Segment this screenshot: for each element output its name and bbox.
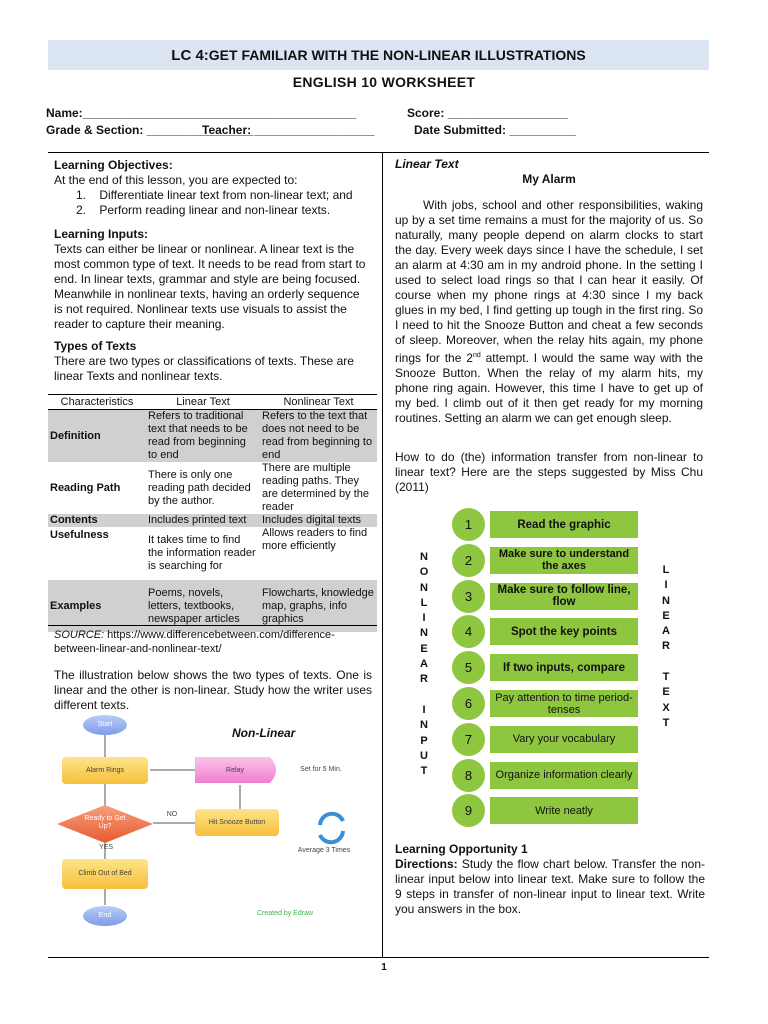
flowchart-start: Start xyxy=(97,721,113,728)
vertical-letter: A xyxy=(420,658,428,671)
objectives-section xyxy=(54,158,374,218)
date-submitted-field[interactable]: Date Submitted: __________ xyxy=(414,123,577,137)
table-row: Contents Includes printed text Includes digital texts xyxy=(48,514,377,527)
table-header: Linear Text xyxy=(146,395,260,410)
step-label: Vary your vocabulary xyxy=(490,726,638,753)
step-label: Make sure to follow line, flow xyxy=(490,583,638,610)
vertical-letter: R xyxy=(420,673,428,686)
vertical-letter: N xyxy=(420,627,428,640)
vertical-letter: A xyxy=(662,625,670,638)
inputs-section xyxy=(54,227,368,332)
table-row: Reading Path There is only one reading path decided by the author. There are multiple reading paths. They are determined by the reader xyxy=(50,462,370,513)
types-text: There are two types or classifications of texts. These are linear Texts and nonlinear texts. xyxy=(54,354,354,383)
vertical-letter: E xyxy=(662,609,670,622)
table-row: Usefulness It takes time to find the information reader is searching for Allows readers to find more efficiently xyxy=(50,527,368,572)
objectives-heading: Learning Objectives: xyxy=(54,158,173,172)
step-number: 6 xyxy=(452,687,485,720)
title-text: GET FAMILIAR WITH THE NON-LINEAR ILLUSTRATIONS xyxy=(208,47,586,63)
nonlinear-flowchart xyxy=(50,713,370,928)
step-number: 2 xyxy=(452,544,485,577)
table-header: Characteristics xyxy=(48,395,146,410)
types-section xyxy=(54,339,368,384)
source-citation xyxy=(54,628,374,656)
vertical-letter: R xyxy=(662,640,670,653)
vertical-letter: N xyxy=(420,551,428,563)
vertical-letter: I xyxy=(422,703,426,716)
step-label: Make sure to understand the axes xyxy=(490,547,638,574)
flowchart-no-label: NO xyxy=(166,811,178,818)
vertical-letter: E xyxy=(420,642,428,655)
vertical-letter xyxy=(660,655,672,670)
step-label: Read the graphic xyxy=(490,511,638,538)
inputs-text: Texts can either be linear or nonlinear. A linear text is the most common type of text. It needs to be read from start to end. In linear texts, grammar and style are being focused. Meanwhile in nonlinear texts, having an orderly sequence is not required. Nonlinear texts use visuals to assist the reader to capture their meaning. xyxy=(54,242,366,331)
directions-text: Directions: Study the flow chart below. Transfer the non-linear input below into linear text. Make sure to follow the 9 steps in transfer of non-linear input to linear text. Write you answers in the box. xyxy=(395,857,705,916)
step-item xyxy=(452,759,638,785)
table-bottom-line xyxy=(48,625,377,626)
objective-item: 2. Perform reading linear and non-linear texts. xyxy=(76,203,331,217)
opportunity-heading: Learning Opportunity 1 xyxy=(395,842,528,856)
title-prefix: LC 4: xyxy=(171,46,209,64)
objectives-list xyxy=(54,188,374,218)
page-number: 1 xyxy=(381,962,387,973)
score-field[interactable]: Score: __________________ xyxy=(407,106,568,120)
step-item xyxy=(452,544,638,573)
table-row: Definition Refers to traditional text that needs to be read from beginning to end Refers to the text that does not need to be read from beginning to end xyxy=(48,410,377,463)
step-item xyxy=(452,794,638,820)
vertical-letter xyxy=(418,688,430,703)
vertical-letter: I xyxy=(664,579,668,592)
flowchart-climb-out: Climb Out of Bed xyxy=(78,870,132,877)
step-label: Pay attention to time period-tenses xyxy=(490,690,638,717)
step-number: 3 xyxy=(452,580,485,613)
worksheet-title xyxy=(48,40,709,70)
flowchart-average: Average 3 Times xyxy=(297,847,351,854)
vertical-letter: L xyxy=(420,596,428,609)
my-alarm-story: With jobs, school and other responsibilities, waking up by a set time remains a must for the majority of us. So naturally, many people depend on alarm clocks to start the day. Every week days since I have the schedule, I set an alarm at 4:30 am in my android phone. In the setting I used to select load rings so that I can hear it easily. Of course when my phone rings at 4:30 since I my back glues in my bed, I find getting up tough in the first ring. So I need to hit the Snooze Button and cheat a few seconds of sleep. Moreover, when the relay hits again, my phone rings for the 2nd attempt. I would the same way with the Snooze Button. When the relay of my alarm hits, my phone ring again. However, this time I have to get up of my bed. I climb out of it then get ready for my morning routines. Setting an alarm we can get enough sleep. xyxy=(395,198,703,425)
vertical-letter: P xyxy=(420,734,428,747)
nonlinear-input-vertical xyxy=(418,550,430,779)
flowchart-ready-decision: Ready to Get Up? xyxy=(84,815,126,830)
step-number: 8 xyxy=(452,759,485,792)
step-number: 5 xyxy=(452,651,485,684)
flowchart-yes-label: YES xyxy=(98,844,113,851)
objective-item: 1. Differentiate linear text from non-linear text; and xyxy=(76,188,353,202)
teacher-field[interactable]: Teacher: __________________ xyxy=(202,123,375,137)
step-item xyxy=(452,508,638,534)
worksheet-subtitle: ENGLISH 10 WORKSHEET xyxy=(292,74,476,90)
nonlinear-label: Non-Linear xyxy=(232,726,296,740)
vertical-letter: T xyxy=(420,765,428,778)
vertical-letter: T xyxy=(662,716,670,729)
flowchart-credit: Created by Edraw xyxy=(256,910,314,917)
step-number: 9 xyxy=(452,794,485,827)
opportunity-section xyxy=(395,842,705,917)
step-item xyxy=(452,723,638,749)
flowchart-end: End xyxy=(98,912,112,919)
step-item xyxy=(452,687,638,716)
inputs-heading: Learning Inputs: xyxy=(54,227,148,241)
flowchart-hit-snooze: Hit Snooze Button xyxy=(208,818,266,826)
types-heading: Types of Texts xyxy=(54,339,137,353)
vertical-letter: I xyxy=(422,612,426,625)
bottom-divider xyxy=(48,957,709,958)
table-header-row xyxy=(48,395,377,410)
step-number: 4 xyxy=(452,615,485,648)
vertical-letter: T xyxy=(662,671,670,684)
vertical-letter: E xyxy=(662,686,670,699)
step-number: 7 xyxy=(452,723,485,756)
step-label: Spot the key points xyxy=(490,618,638,645)
vertical-letter: N xyxy=(420,581,428,594)
vertical-letter: L xyxy=(662,564,670,576)
step-item xyxy=(452,580,638,609)
flowchart-set-for: Set for 5 Min. xyxy=(300,766,342,773)
table-row: Examples Poems, novels, letters, textbooks, newspaper articles Flowcharts, knowledge map, graphs, info graphics xyxy=(48,580,377,632)
step-item xyxy=(452,615,638,641)
flowchart-alarm-rings: Alarm Rings xyxy=(85,766,125,774)
top-divider xyxy=(48,152,709,153)
vertical-letter: X xyxy=(662,701,670,714)
comparison-table xyxy=(48,394,377,632)
column-divider xyxy=(382,152,383,957)
table-header: Nonlinear Text xyxy=(260,395,377,410)
grade-section-field[interactable]: Grade & Section: ________________ xyxy=(46,123,254,137)
source-label: SOURCE: xyxy=(54,629,105,641)
step-item xyxy=(452,651,638,677)
step-label: If two inputs, compare xyxy=(490,654,638,681)
vertical-letter: N xyxy=(420,719,428,732)
linear-text-label: Linear Text xyxy=(395,157,459,171)
linear-text-vertical xyxy=(660,563,672,731)
source-url[interactable]: https://www.differencebetween.com/difference-between-linear-and-nonlinear-text/ xyxy=(54,629,335,655)
howto-text: How to do (the) information transfer from non-linear to linear text? Here are the steps suggested by Miss Chu (2011) xyxy=(395,450,703,494)
name-field[interactable]: Name:_________________________________________ xyxy=(46,106,357,120)
my-alarm-title: My Alarm xyxy=(522,172,576,186)
objectives-intro: At the end of this lesson, you are expected to: xyxy=(54,173,298,187)
step-label: Write neatly xyxy=(490,797,638,824)
step-number: 1 xyxy=(452,508,485,541)
step-label: Organize information clearly xyxy=(490,762,638,789)
vertical-letter: O xyxy=(419,566,429,579)
vertical-letter: N xyxy=(662,594,670,607)
vertical-letter: U xyxy=(420,749,428,762)
flowchart-relay: Relay xyxy=(226,766,244,774)
illustration-text: The illustration below shows the two types of texts. One is linear and the other is non-linear. Study how the writer uses different texts. xyxy=(54,668,372,712)
